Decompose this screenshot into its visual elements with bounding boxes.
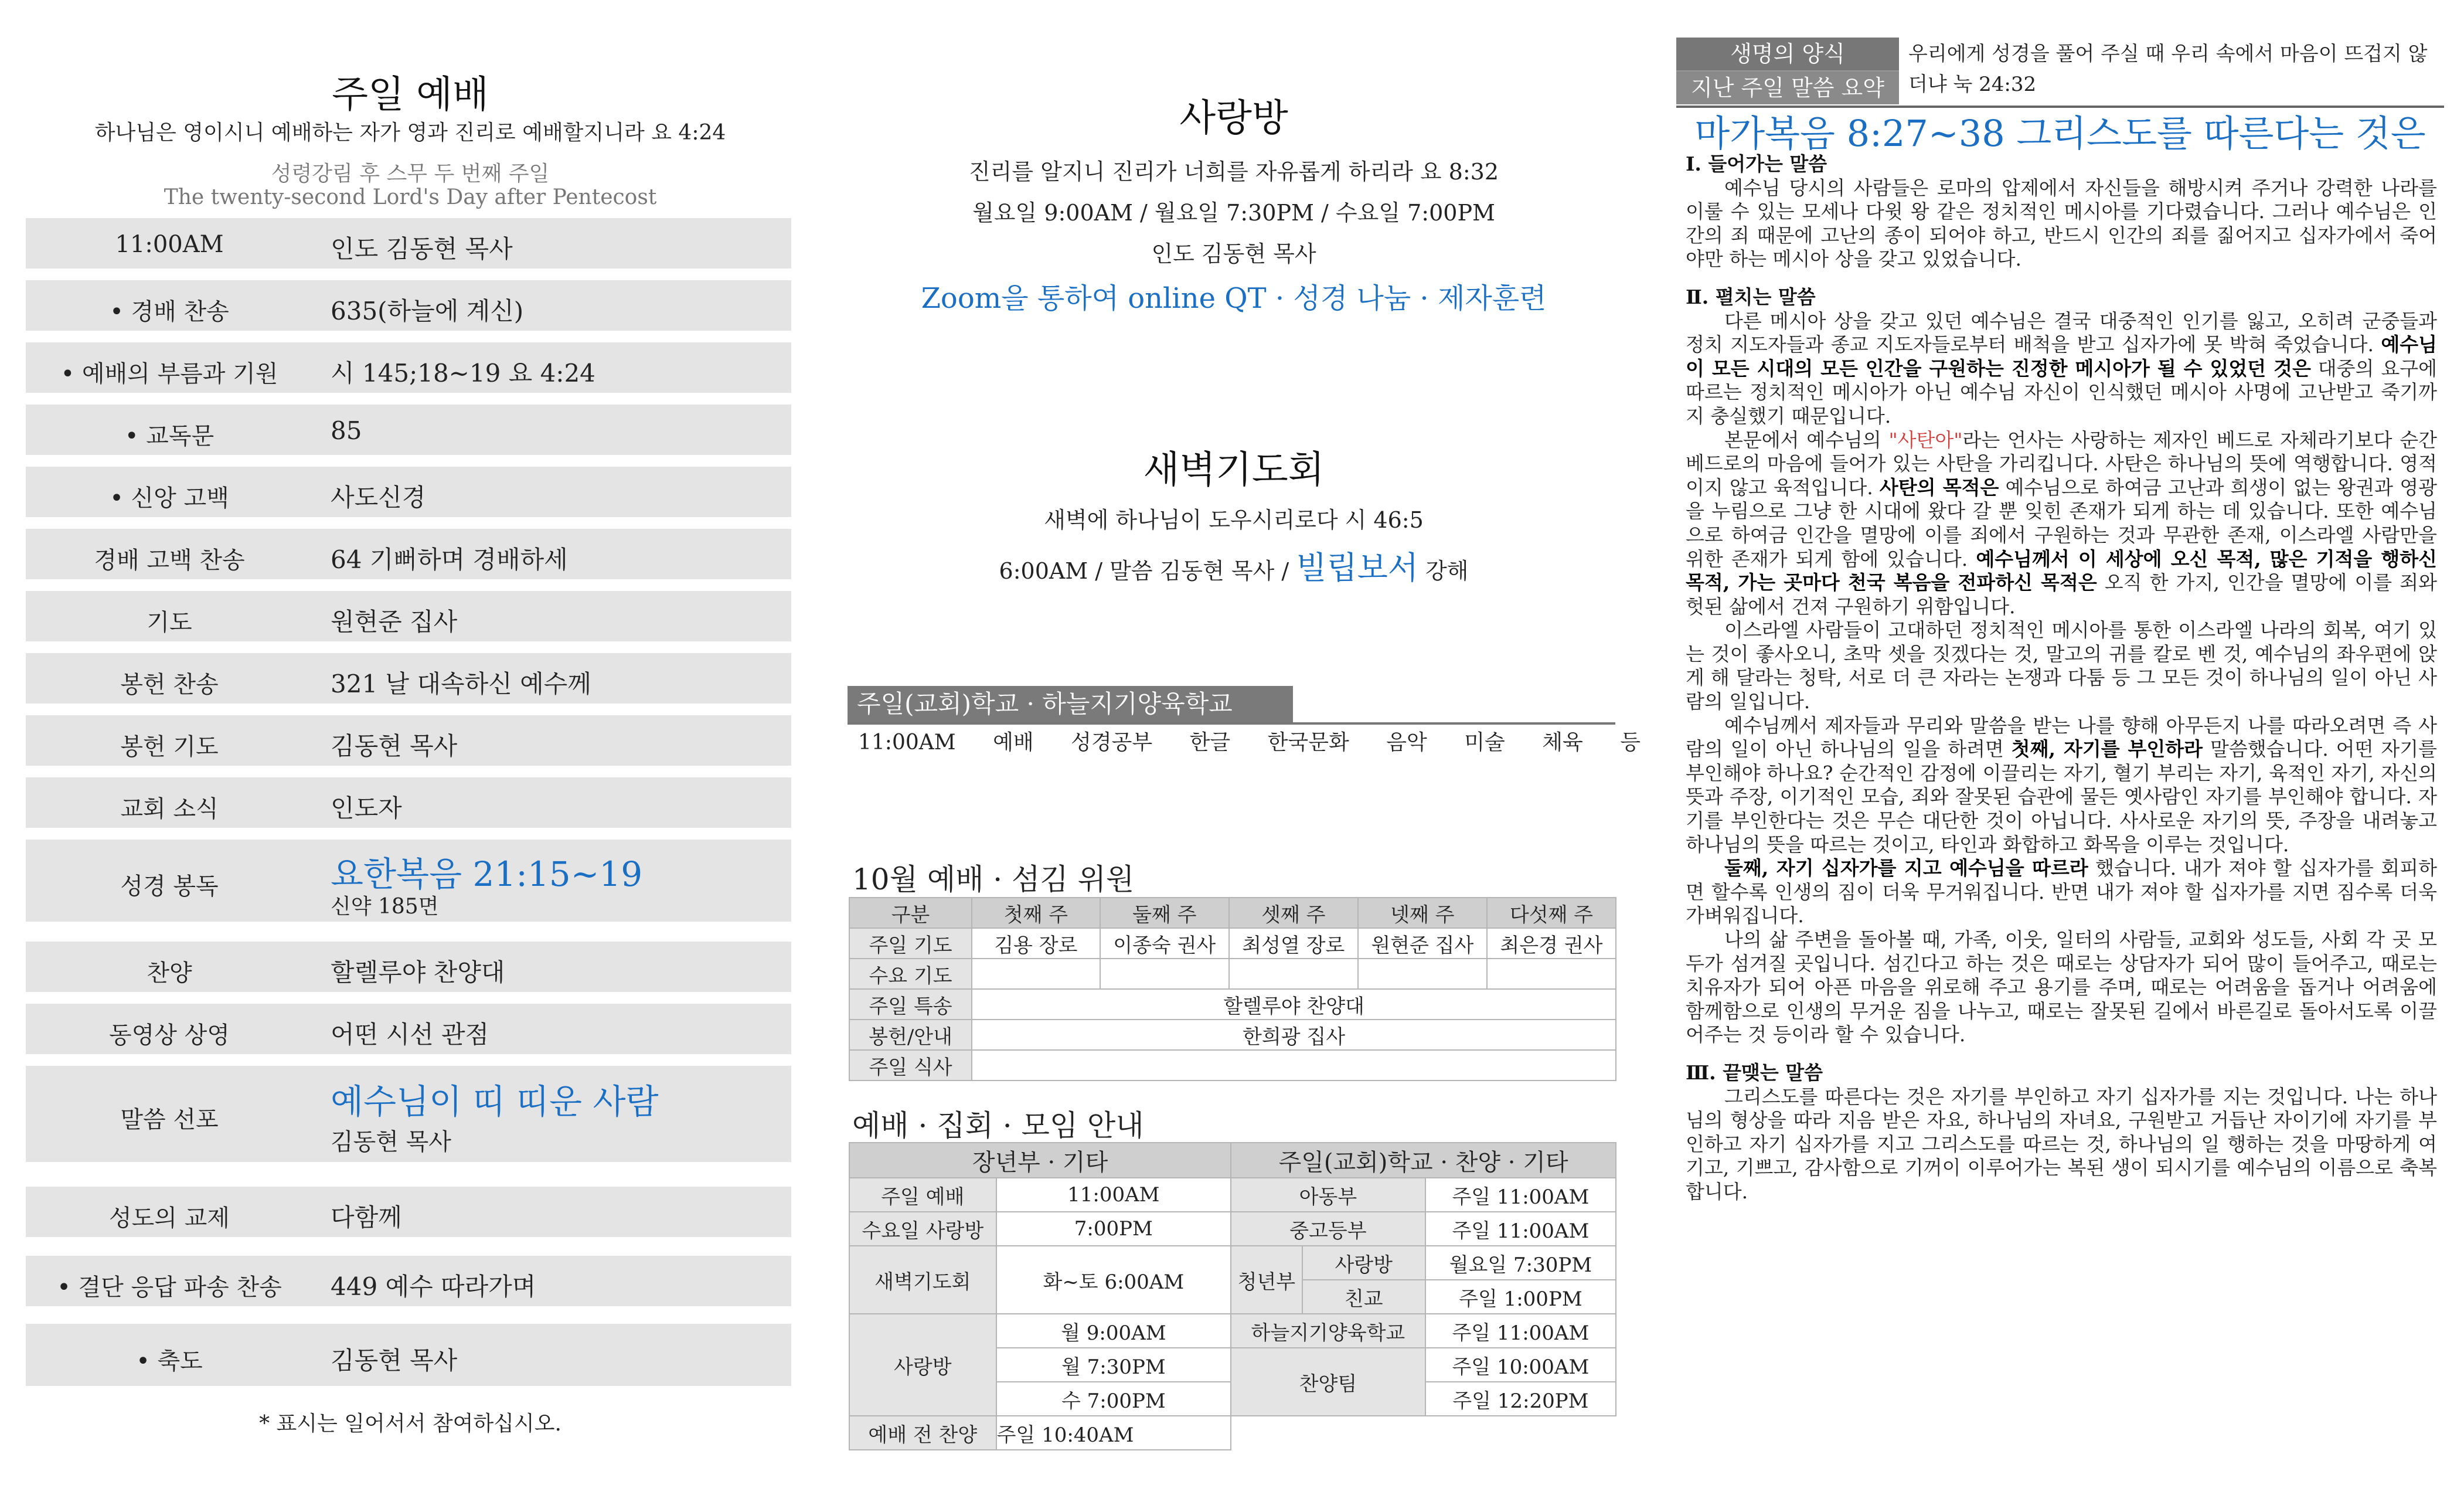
row-header: 주일 특송 [849, 989, 972, 1020]
order-row [26, 653, 791, 704]
order-row [26, 1256, 791, 1306]
table-cell [1358, 959, 1487, 989]
badge-bottom: 지난 주일 말씀 요약 [1676, 70, 1899, 104]
column-header: 주일(교회)학교 · 찬양 · 기타 [1231, 1143, 1616, 1178]
table-cell: 최은경 권사 [1487, 928, 1616, 959]
order-value: 원현준 집사 [331, 607, 458, 636]
school-item: 성경공부 [1071, 730, 1153, 755]
table-row [849, 1020, 1616, 1050]
table-cell: 월요일 7:30PM [1425, 1246, 1616, 1280]
school-header: 주일(교회)학교 · 하늘지기양육학교 [848, 686, 1293, 722]
text-run: 라는 언사는 사랑하는 제자인 베드로 자체라기보다 순간 베드로의 마음에 들어가 있는 사탄을 가리킵니다. 사탄은 하나님의 뜻에 역행합니다. 영적이지 않고 육적입니다. [1686, 428, 2437, 499]
row-header: 새벽기도회 [849, 1246, 996, 1314]
dawn-prayer-time: 6:00AM / 말씀 김동현 목사 / [999, 558, 1289, 584]
row-header: 하늘지기양육학교 [1231, 1314, 1425, 1348]
pre-praise-time: 주일 10:40AM [996, 1423, 1134, 1447]
order-label: 봉헌 기도 [120, 733, 219, 760]
table-cell: 11:00AM [996, 1178, 1231, 1212]
schedule-table [849, 1142, 1616, 1450]
text-run: 오직 한 가지, 인간을 멸망에 이를 죄와 헛된 삶에서 건져 구원하기 위함입니다. [1686, 571, 2437, 618]
text-run: 했습니다. 내가 져야 할 십자가를 회피하면 할수록 인생의 짐이 더욱 무거워집니다. 반면 내가 져야 할 십자가를 지면 짐수록 더욱 가벼워집니다. [1686, 857, 2437, 927]
dawn-prayer-verse: 새벽에 하나님이 도우시리로다 시 46:5 [1044, 507, 1424, 533]
order-label: 성경 봉독 [120, 873, 219, 900]
column-header: 첫째 주 [972, 898, 1100, 928]
row-header: 청년부 [1231, 1246, 1302, 1314]
row-header: 주일 식사 [849, 1050, 972, 1081]
order-value: 김동현 목사 [331, 732, 458, 760]
row-header: 찬양팀 [1231, 1348, 1425, 1416]
season-korean: 성령강림 후 스무 두 번째 주일 [271, 162, 550, 186]
order-row [26, 1324, 791, 1386]
standing-note: * 표시는 일어서서 참여하십시오. [259, 1412, 561, 1436]
order-row [26, 218, 791, 269]
paragraph: 나의 삶 주변을 돌아볼 때, 가족, 이웃, 일터의 사람들, 교회와 성도들, 사회 각 곳 모두가 섬겨질 곳입니다. 섬긴다고 하는 것은 때로는 상담자가 되어 많이 들어주고, 때로는 치유자가 되어 아픈 마음을 위로해 주고 용기를 주며, 때로는 어려움을 돕거나 어려움에 함께함으로 인생의 무거운 짐을 나누고, 때로는 잘못된 길에서 바른길로 돌아서도록 이끌어주는 것 등이라 할 수 있습니다. [1686, 928, 2437, 1046]
table-header-row [849, 898, 1616, 928]
order-value: 김동현 목사 [331, 1346, 458, 1375]
paragraph [1686, 714, 2437, 857]
order-value: 어떤 시선 관점 [331, 1020, 489, 1049]
column-header: 넷째 주 [1358, 898, 1487, 928]
bold-run: 예수님이 모든 시대의 모든 인간을 구원하는 진정한 메시아가 될 수 있었던 것은 [1686, 333, 2437, 380]
table-header-row [849, 1143, 1616, 1178]
table-cell: 주일 12:20PM [1425, 1382, 1616, 1416]
table-cell: 주일 11:00AM [1425, 1178, 1616, 1212]
sarangbang-times: 월요일 9:00AM / 월요일 7:30PM / 수요일 7:00PM [972, 200, 1495, 226]
order-value: 사도신경 [331, 483, 426, 512]
row-header: 아동부 [1231, 1178, 1425, 1212]
table-cell: 화~토 6:00AM [996, 1246, 1231, 1314]
order-label: • 축도 [136, 1348, 203, 1375]
section-heading: Ⅱ. 펼치는 말씀 [1686, 285, 1816, 308]
table-cell [972, 959, 1100, 989]
section-heading: Ⅲ. 끝맺는 말씀 [1686, 1061, 1823, 1084]
order-row [26, 405, 791, 455]
order-value: 인도 김동현 목사 [331, 235, 513, 263]
column-header: 다섯째 주 [1487, 898, 1616, 928]
table-cell: 한희광 집사 [972, 1020, 1616, 1050]
red-run: "사탄아" [1888, 428, 1963, 451]
order-label: • 예배의 부름과 기원 [60, 361, 278, 388]
bold-run: 예수님께서 이 세상에 오신 목적, 많은 기적을 행하신 목적, 가는 곳마다 천국 복음을 전파하신 목적은 [1686, 547, 2437, 594]
school-item: 한국문화 [1267, 730, 1349, 755]
table-cell [996, 1416, 1231, 1450]
order-row [26, 529, 791, 579]
row-header: 사랑방 [849, 1314, 996, 1416]
order-row [26, 1187, 791, 1237]
table-cell: 7:00PM [996, 1212, 1231, 1246]
order-label: 말씀 선포 [120, 1106, 219, 1133]
order-label: • 교독문 [124, 423, 215, 450]
table-row [849, 1050, 1616, 1081]
school-item: 음악 [1386, 730, 1427, 755]
sermon-summary-title: 마가복음 8:27~38 그리스도를 따른다는 것은 [1694, 112, 2426, 155]
row-header: 예배 전 찬양 [849, 1416, 996, 1450]
empty-cell [1231, 1416, 1616, 1450]
table-cell: 원현준 집사 [1358, 928, 1487, 959]
school-items [858, 726, 1671, 756]
scripture-page: 신약 185면 [331, 895, 439, 919]
row-header: 봉헌/안내 [849, 1020, 972, 1050]
row-header: 수요 기도 [849, 959, 972, 989]
dawn-prayer-suffix: 강해 [1425, 558, 1469, 584]
table-cell: 이종숙 권사 [1100, 928, 1229, 959]
sarangbang-title: 사랑방 [1179, 97, 1288, 140]
order-row [26, 942, 791, 992]
sermon-title: 예수님이 띠 띠운 사람 [331, 1082, 659, 1122]
table-row [849, 959, 1616, 989]
badge-top: 생명의 양식 [1730, 41, 1845, 67]
sarangbang-verse: 진리를 알지니 진리가 너희를 자유롭게 하리라 요 8:32 [968, 159, 1499, 185]
duty-roster-table [849, 897, 1616, 1081]
worship-verse: 하나님은 영이시니 예배하는 자가 영과 진리로 예배할지니라 요 4:24 [94, 121, 726, 145]
order-value: 할렐루야 찬양대 [331, 958, 505, 987]
row-header: 수요일 사랑방 [849, 1212, 996, 1246]
epigraph: 우리에게 성경을 풀어 주실 때 우리 속에서 마음이 뜨겁지 않더냐 눅 24:32 [1908, 42, 2428, 96]
table-cell: 주일 11:00AM [1425, 1314, 1616, 1348]
dawn-prayer-book: 빌립보서 [1296, 549, 1418, 586]
table-cell: 김용 장로 [972, 928, 1100, 959]
table-cell: 월 9:00AM [996, 1314, 1231, 1348]
order-row [26, 591, 791, 641]
order-row [26, 342, 791, 393]
column-header: 둘째 주 [1100, 898, 1229, 928]
order-label: • 결단 응답 파송 찬송 [57, 1274, 282, 1301]
zoom-notice: Zoom을 통하여 online QT · 성경 나눔 · 제자훈련 [921, 282, 1547, 315]
dawn-prayer-title: 새벽기도회 [1143, 448, 1325, 492]
order-value: 인도자 [331, 794, 402, 823]
table-cell: 주일 10:00AM [1425, 1348, 1616, 1382]
order-label: 기도 [147, 609, 192, 636]
school-item: 한글 [1189, 730, 1231, 755]
order-label: • 경배 찬송 [110, 298, 229, 325]
row-header: 주일 예배 [849, 1178, 996, 1212]
text-run: 말씀했습니다. 어떤 자기를 부인해야 하나요? 순간적인 감정에 이끌리는 자기, 혈기 부리는 자기, 육적인 자기, 자신의 뜻과 주장, 이기적인 모습, 죄와 잘못된 습관에 물든 옛사람인 자기를 부인해야 합니다. 자기를 부인한다는 것은 무슨 대단한 것이 아닙니다. 사사로운 자기의 뜻, 주장을 내려놓고 하나님의 뜻을 따르는 것이고, 타인과 화합하고 화목을 이루는 것입니다. [1686, 738, 2437, 856]
order-value: 635(하늘에 계신) [331, 297, 524, 325]
paragraph: 예수님 당시의 사람들은 로마의 압제에서 자신들을 해방시켜 주거나 강력한 나라를 이룰 수 있는 모세나 다윗 왕 같은 정치적인 메시아를 기다렸습니다. 그러나 예수님은 인간의 죄 때문에 고난의 종이 되어야 하고, 반드시 인간의 죄를 짊어지고 십자가에서 죽어야만 하는 메시아 상을 갖고 있었습니다. [1686, 176, 2437, 271]
table-cell: 수 7:00PM [996, 1382, 1231, 1416]
order-value: 64 기뻐하며 경배하세 [331, 545, 568, 574]
order-row [26, 280, 791, 331]
table-row [849, 928, 1616, 959]
sarangbang-leader: 인도 김동현 목사 [1151, 241, 1316, 267]
order-label: 11:00AM [115, 231, 224, 258]
school-item: 예배 [993, 730, 1034, 755]
worship-title: 주일 예배 [332, 73, 489, 117]
table-row [849, 1416, 1616, 1450]
row-header: 주일 기도 [849, 928, 972, 959]
section-heading: Ⅰ. 들어가는 말씀 [1686, 152, 1827, 175]
text-run: 예수님으로 하여금 고난과 희생이 없는 왕권과 영광을 누림으로 그냥 한 시대에 왔다 갈 뿐 잊힌 존재가 되게 하는 데 있습니다. 또한 예수님으로 하여금 인간을 멸망에 이를 죄에서 구원하는 것과 무관한 존재, 이스라엘 사람만을 위한 존재가 되게 함에 있습니다. [1686, 475, 2437, 570]
table-cell: 할렐루야 찬양대 [972, 989, 1616, 1020]
order-row [26, 1066, 791, 1162]
table-cell [1100, 959, 1229, 989]
table-cell [972, 1050, 1616, 1081]
order-label: 동영상 상영 [109, 1022, 230, 1049]
row-subheader: 친교 [1302, 1280, 1425, 1314]
order-value: 시 145;18~19 요 4:24 [331, 359, 595, 388]
worship-order-column [23, 0, 797, 1495]
paragraph [1686, 429, 2437, 619]
text-run: 본문에서 예수님의 [1724, 428, 1881, 451]
table-cell [1229, 959, 1358, 989]
table-row [849, 1178, 1616, 1212]
table-row [849, 1246, 1616, 1280]
order-row [26, 840, 791, 922]
row-header: 중고등부 [1231, 1212, 1425, 1246]
order-value: 다함께 [331, 1203, 402, 1232]
order-value: 449 예수 따라가며 [331, 1272, 536, 1301]
order-label: 경배 고백 찬송 [94, 547, 245, 574]
column-header: 구분 [849, 898, 972, 928]
duty-section-title: 10월 예배 · 섬김 위원 [852, 862, 1135, 896]
sermon-badge [1676, 38, 1899, 103]
text-run: 다른 메시아 상을 갖고 있던 예수님은 결국 대중적인 인기를 잃고, 오히려 군중들과 정치 지도자들과 종교 지도자들로부터 배척을 받고 십자가에 못 박혀 죽었습니다. [1686, 309, 2437, 356]
school-item: 등 [1620, 730, 1641, 755]
paragraph [1686, 310, 2437, 429]
school-item: 미술 [1464, 730, 1505, 755]
table-cell: 주일 1:00PM [1425, 1280, 1616, 1314]
table-row [849, 989, 1616, 1020]
table-cell: 월 7:30PM [996, 1348, 1231, 1382]
text-run: 대중의 요구에 따르는 정치적인 메시아가 아닌 예수님 자신이 인식했던 메시아 사명에 고난받고 죽기까지 충실했기 때문입니다. [1686, 356, 2437, 427]
dawn-prayer-info [844, 543, 1624, 588]
order-row [26, 1004, 791, 1054]
sermon-body [1686, 152, 2437, 1204]
school-item: 11:00AM [858, 730, 956, 755]
school-item: 체육 [1542, 730, 1583, 755]
scripture-reading: 요한복음 21:15~19 [331, 854, 643, 894]
order-value: 85 [331, 416, 362, 445]
announcements-column [844, 0, 1641, 1495]
table-cell: 최성열 장로 [1229, 928, 1358, 959]
season-english: The twenty-second Lord's Day after Pentecost [164, 185, 657, 209]
paragraph: 이스라엘 사람들이 고대하던 정치적인 메시아를 통한 이스라엘 나라의 회복, 여기 있는 것이 좋사오니, 초막 셋을 짓겠다는 것, 말고의 귀를 칼로 벤 것, 예수님의 좌우편에 앉게 해 달라는 청탁, 서로 더 큰 자라는 논쟁과 다툼 등 그 모든 것이 하나님의 일이 아닌 사람의 일입니다. [1686, 619, 2437, 713]
order-row [26, 467, 791, 517]
table-cell [1487, 959, 1616, 989]
school-divider [848, 722, 1615, 725]
bold-run: 첫째, 자기를 부인하라 [2011, 738, 2203, 761]
order-label: 성도의 교제 [109, 1205, 230, 1232]
table-cell: 주일 11:00AM [1425, 1212, 1616, 1246]
row-subheader: 사랑방 [1302, 1246, 1425, 1280]
table-row [849, 1212, 1616, 1246]
order-label: • 신앙 고백 [110, 485, 229, 512]
order-label: 찬양 [147, 960, 192, 987]
order-row [26, 715, 791, 766]
schedule-section-title: 예배 · 집회 · 모임 안내 [852, 1109, 1144, 1143]
column-header: 장년부 · 기타 [849, 1143, 1231, 1178]
paragraph [1686, 857, 2437, 928]
order-label: 봉헌 찬송 [120, 671, 219, 698]
paragraph: 그리스도를 따른다는 것은 자기를 부인하고 자기 십자가를 지는 것입니다. 나는 하나님의 형상을 따라 지음 받은 자요, 하나님의 자녀요, 구원받고 거듭난 자이기에 자기를 부인하고 자기 십자가를 지고 그리스도를 따르는 것, 하나님의 일 행하는 것을 마땅하게 여기고, 기쁘고, 감사함으로 기꺼이 이루어가는 복된 생이 되시기를 예수님의 이름으로 축복합니다. [1686, 1085, 2437, 1203]
bold-run: 둘째, 자기 십자가를 지고 예수님을 따르라 [1724, 857, 2088, 880]
column-header: 셋째 주 [1229, 898, 1358, 928]
table-row [849, 1314, 1616, 1348]
bold-run: 사탄의 목적은 [1879, 475, 1999, 499]
order-value: 321 날 대속하신 예수께 [331, 670, 591, 698]
order-label: 교회 소식 [120, 796, 219, 823]
order-row [26, 777, 791, 828]
sermon-summary-column [1676, 0, 2444, 1495]
preacher: 김동현 목사 [331, 1129, 451, 1156]
text-run: 예수님께서 제자들과 무리와 말씀을 받는 나를 향해 아무든지 나를 따라오려면 즉 사람의 일이 아닌 하나님의 일을 하려면 [1686, 713, 2437, 761]
